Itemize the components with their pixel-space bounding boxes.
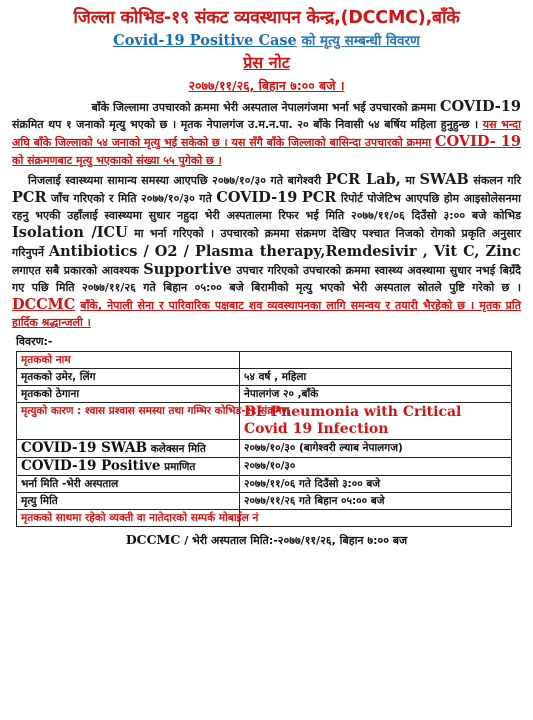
row-label: मृतकको साथमा रहेको व्यक्ती वा नातेदारको सम्पर्क मोबाईल नं	[17, 509, 240, 526]
row-value: नेपालगंज २० ,बाँके	[240, 385, 512, 402]
details-heading: विवरण:-	[16, 334, 53, 348]
p2-swab: SWAB	[419, 170, 469, 188]
row-value: २०७७/११/०६ गते दिउँसो ३:०० बजे	[240, 475, 512, 492]
table-row	[17, 457, 512, 475]
table-row	[17, 351, 512, 368]
details-table	[16, 351, 512, 527]
footer-org: DCCMC	[125, 531, 181, 547]
table-row	[17, 368, 512, 385]
p2-text-g: लगाएत सबै प्रकारको आवश्यक	[12, 263, 139, 277]
row-value: २०७७/१०/३० (बागेश्वरी ल्याब नेपालगज)	[240, 439, 512, 457]
row-label: मृत्युको कारण : श्वास प्रश्वास समस्या तथा गम्भिर कोभिड-१९ संक्रमण	[17, 402, 240, 439]
press-note-label: प्रेस नोट	[243, 53, 290, 72]
row-label: मृतकको उमेर, लिंग	[17, 368, 240, 385]
row-label: मृत्यु मिति	[17, 492, 240, 509]
row-label-np: प्रमाणित	[164, 460, 196, 473]
table-row	[17, 402, 512, 439]
table-row	[17, 509, 512, 526]
p2-pcr-lab: PCR Lab,	[325, 170, 401, 188]
table-row	[17, 439, 512, 457]
p2-text-f: मा भर्ना गरिएको । उपचारको क्रममा संक्रमण देखिए पश्चात निजको रोगको प्रकृति अनुसार गरिनुपर्ने	[12, 227, 521, 259]
row-label: मृतकको ठेगाना	[17, 385, 240, 402]
p1-red-covid-term: COVID- 19	[434, 133, 521, 151]
p2-supportive: Supportive	[143, 260, 232, 278]
cause-of-death-value: BL Pneumonia with Critical Covid 19 Infection	[244, 403, 462, 437]
document-title: जिल्ला कोभिड-१९ संकट व्यवस्थापन केन्द्र,(DCCMC),बाँके	[73, 8, 460, 28]
p2-covid-term: COVID-19	[216, 189, 298, 207]
row-label-np: कलेक्सन मिति	[150, 442, 206, 455]
row-label: भर्ना मिति -भेरी अस्पताल	[17, 475, 240, 492]
p2-pcr-2: PCR	[301, 189, 337, 207]
press-note-heading	[12, 52, 521, 74]
subtitle-nepali: को मृत्यु सम्बन्धी विवरण	[301, 33, 420, 49]
table-row	[17, 385, 512, 402]
footer	[12, 532, 521, 549]
p1-red-text-b: को संक्रमणबाट मृत्यु भएकाको संख्या ५५ पुगेको छ ।	[12, 153, 222, 167]
p2-text-e: रिपोर्ट पोजेटिभ आएपछि होम आइसोलेसनमा रहनु भएकी उहाँलाई स्वास्थ्यमा सुधार नहुदा भेरी अस्पतालमा रिफर भई मिति २०७७/११/०६ दिउँसो ३:०० बजे कोभिड	[12, 192, 521, 223]
row-value	[240, 402, 512, 439]
p1-red-text: यस भन्दा अघि बाँके जिल्लाको ५४ जनाको मृत्यु भई सकेको छ । यस सँगै बाँके जिल्लाको बासिन्दा उपचारको क्रममा	[12, 118, 521, 150]
row-label	[17, 439, 240, 457]
p2-pcr: PCR	[12, 189, 47, 207]
row-value: ५४ वर्ष , महिला	[240, 368, 512, 385]
row-value	[240, 351, 512, 368]
row-value	[240, 509, 512, 526]
paragraph-2	[12, 171, 521, 332]
dateline: २०७७/११/२६, बिहान ७:०० बजे ।	[188, 78, 345, 93]
row-label	[17, 457, 240, 475]
p2-text-d: जाँच गरिएको र मिति २०७७/१०/३० गते	[51, 192, 212, 206]
p2-red-text: बाँके, नेपाली सेना र पारिवारिक पक्षबाट शव व्यवस्थापनका लागि समन्वय र तयारी भैरहेको छ । मृतक प्रति हार्दिक श्रद्धान्जली ।	[12, 299, 521, 330]
paragraph-1	[12, 98, 521, 169]
p1-text-b: संक्रमित थप १ जनाको मृत्यु भएको छ । मृतक नेपालगंज उ.म.न.पा. २० बाँके निवासी ५४ बर्षिय महिला हुनुहुन्छ ।	[12, 118, 479, 132]
row-label: मृतकको नाम	[17, 351, 240, 368]
row-label-en: COVID-19 Positive	[21, 457, 161, 474]
p2-text-h: उपचार गरिएको उपचारको क्रममा स्वास्थ्य अवस्थामा सुधार नभई बिग्रँदै गए पछि मिति २०७७/११/२६ गते बिहान ०५:०० बजे बिरामीको मृत्यु भएको भेरी अस्पताल स्रोतले पुष्टि गरेको छ ।	[12, 263, 521, 295]
p2-medications: Antibiotics / O2 / Plasma therapy,Remdesivir , Vit C, Zinc	[48, 242, 521, 260]
subtitle-english: Covid-19 Positive Case	[113, 32, 297, 49]
p2-text-a: निजलाई स्वास्थ्यमा सामान्य समस्या आएपछि २०७७/१०/३० गते बागेश्वरी	[28, 173, 322, 187]
p2-dccmc: DCCMC	[12, 296, 76, 314]
row-label-en: COVID-19 SWAB	[21, 439, 148, 456]
p2-text-c: संकलन गरि	[473, 173, 521, 187]
table-row	[17, 475, 512, 492]
p1-text-a: बाँके जिल्लामा उपचारको क्रममा भेरी अस्पताल नेपालगंजमा भर्ना भई उपचारको क्रममा	[91, 101, 437, 114]
row-value: २०७७/११/२६ गते बिहान ०५:०० बजे	[240, 492, 512, 509]
document-subtitle	[12, 31, 521, 51]
table-row	[17, 492, 512, 509]
row-value: २०७७/१०/३०	[240, 457, 512, 475]
p1-covid-term: COVID-19	[440, 98, 521, 115]
footer-text: / भेरी अस्पताल मिति:-२०७७/११/२६, बिहान ७:०० बज	[184, 533, 408, 547]
p2-isolation-icu: Isolation /ICU	[12, 224, 128, 242]
p2-text-b: मा	[405, 173, 415, 187]
